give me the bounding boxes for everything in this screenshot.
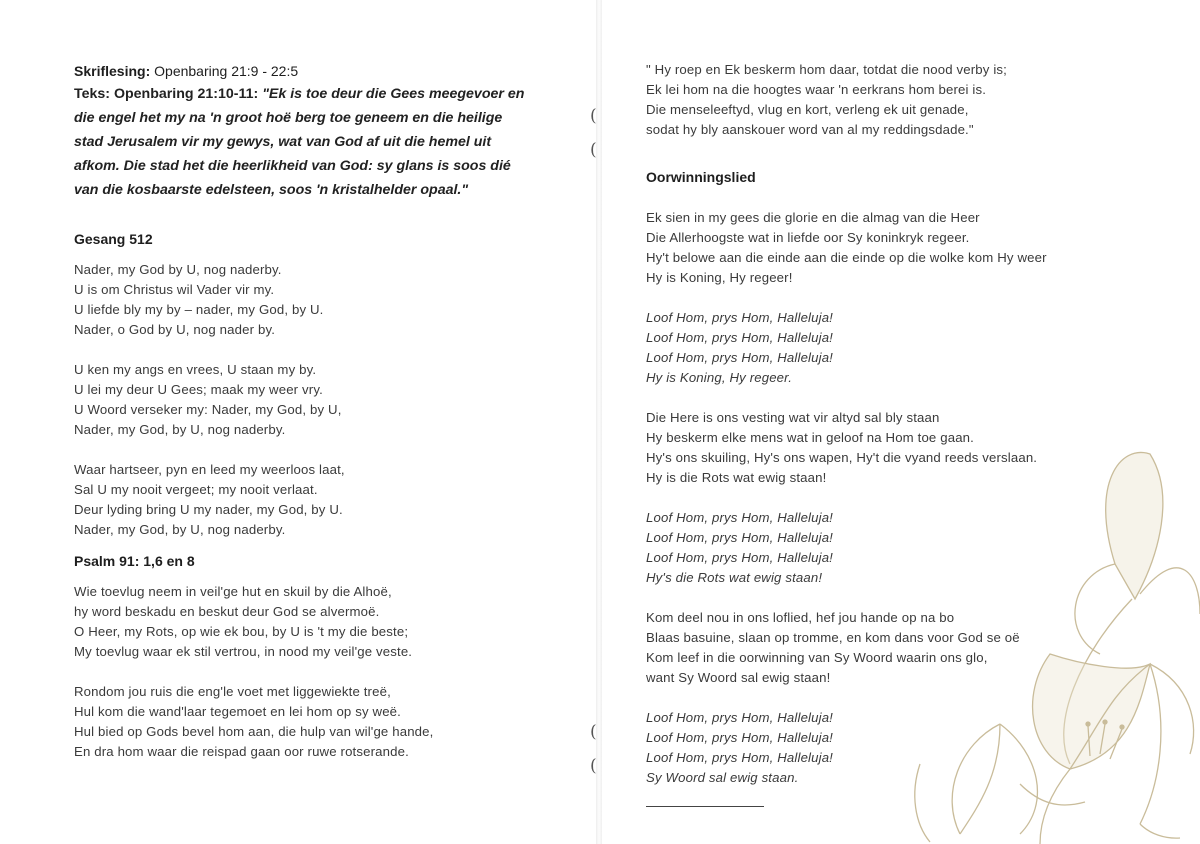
psalm-line: Ek lei hom na die hoogtes waar 'n eerkrans hom berei is. <box>646 82 987 97</box>
oorwinningslied-title: Oorwinningslied <box>646 169 756 185</box>
song-line: Hy is die Rots wat ewig staan! <box>646 470 827 485</box>
end-divider <box>646 806 764 807</box>
hymn-line: U liefde bly my by – nader, my God, by U. <box>74 302 324 317</box>
skriflesing-ref: Openbaring 21:9 - 22:5 <box>150 63 299 79</box>
skriflesing-line <box>74 60 574 82</box>
teks-line: die engel het my na 'n groot hoë berg toe geneem en die heilige <box>74 110 503 126</box>
song-chorus-1 <box>646 308 1116 388</box>
psalm-continued-stanza <box>646 60 1116 140</box>
chorus-line: Loof Hom, prys Hom, Halleluja! <box>646 730 833 745</box>
right-column <box>646 60 1116 807</box>
song-verse-3 <box>646 608 1116 688</box>
gesang-stanza-2 <box>74 360 574 440</box>
psalm-title: Psalm 91: 1,6 en 8 <box>74 553 195 569</box>
hymn-line: Waar hartseer, pyn en leed my weerloos laat, <box>74 462 345 477</box>
song-line: Hy't belowe aan die einde aan die einde op die wolke kom Hy weer <box>646 250 1047 265</box>
song-chorus-3 <box>646 708 1116 788</box>
teks-line: Teks: Openbaring 21:10-11: "Ek is toe deur die Gees meegevoer en <box>74 86 525 102</box>
gesang-stanza-1 <box>74 260 574 340</box>
chorus-line: Loof Hom, prys Hom, Halleluja! <box>646 530 833 545</box>
hymn-line: Nader, my God, by U, nog naderby. <box>74 422 286 437</box>
song-line: Hy is Koning, Hy regeer! <box>646 270 793 285</box>
song-line: Blaas basuine, slaan op tromme, en kom dans voor God se oë <box>646 630 1020 645</box>
psalm-line: Die menseleeftyd, vlug en kort, verleng ek uit genade, <box>646 102 969 117</box>
psalm-line: Rondom jou ruis die eng'le voet met liggewiekte treë, <box>74 684 391 699</box>
hymn-line: Nader, my God by U, nog naderby. <box>74 262 282 277</box>
chorus-line: Hy's die Rots wat ewig staan! <box>646 570 823 585</box>
psalm-line: En dra hom waar die reispad gaan oor ruwe rotserande. <box>74 744 409 759</box>
psalm-line: Hul bied op Gods bevel hom aan, die hulp van wil'ge hande, <box>74 724 434 739</box>
hymn-line: Nader, my God, by U, nog naderby. <box>74 522 286 537</box>
psalm-line: Hul kom die wand'laar tegemoet en lei hom op sy weë. <box>74 704 401 719</box>
binding-mark-icon: ( <box>590 106 597 126</box>
song-line: want Sy Woord sal ewig staan! <box>646 670 831 685</box>
left-page <box>0 0 596 844</box>
teks-label: Teks: Openbaring 21:10-11: <box>74 86 259 102</box>
hymn-line: U Woord verseker my: Nader, my God, by U, <box>74 402 342 417</box>
psalm-line: My toevlug waar ek stil vertrou, in nood my veil'ge veste. <box>74 644 413 659</box>
psalm-line: O Heer, my Rots, op wie ek bou, by U is 't my die beste; <box>74 624 409 639</box>
teks-line: stad Jerusalem vir my gewys, wat van God af uit die hemel uit <box>74 134 492 150</box>
hymn-line: U lei my deur U Gees; maak my weer vry. <box>74 382 323 397</box>
psalm-line: " Hy roep en Ek beskerm hom daar, totdat die nood verby is; <box>646 62 1007 77</box>
song-line: Hy beskerm elke mens wat in geloof na Hom toe gaan. <box>646 430 974 445</box>
psalm-line: sodat hy bly aanskouer word van al my reddingsdade." <box>646 122 974 137</box>
hymn-line: Deur lyding bring U my nader, my God, by U. <box>74 502 343 517</box>
song-line: Die Here is ons vesting wat vir altyd sal bly staan <box>646 410 940 425</box>
song-verse-2 <box>646 408 1116 488</box>
hymn-line: U is om Christus wil Vader vir my. <box>74 282 275 297</box>
chorus-line: Loof Hom, prys Hom, Halleluja! <box>646 310 833 325</box>
right-page <box>600 0 1200 844</box>
song-line: Ek sien in my gees die glorie en die almag van die Heer <box>646 210 980 225</box>
psalm-stanza-2 <box>74 682 574 762</box>
chorus-line: Sy Woord sal ewig staan. <box>646 770 799 785</box>
song-verse-1 <box>646 208 1116 288</box>
gesang-stanza-3 <box>74 460 574 540</box>
song-line: Kom leef in die oorwinning van Sy Woord waarin ons glo, <box>646 650 988 665</box>
chorus-line: Hy is Koning, Hy regeer. <box>646 370 793 385</box>
psalm-line: hy word beskadu en beskut deur God se alvermoë. <box>74 604 380 619</box>
chorus-line: Loof Hom, prys Hom, Halleluja! <box>646 550 833 565</box>
left-column <box>74 60 574 762</box>
binding-mark-icon: ( <box>590 140 597 160</box>
chorus-line: Loof Hom, prys Hom, Halleluja! <box>646 750 833 765</box>
skriflesing-label: Skriflesing: <box>74 63 151 79</box>
chorus-line: Loof Hom, prys Hom, Halleluja! <box>646 330 833 345</box>
chorus-line: Loof Hom, prys Hom, Halleluja! <box>646 710 833 725</box>
psalm-line: Wie toevlug neem in veil'ge hut en skuil by die Alhoë, <box>74 584 392 599</box>
song-line: Die Allerhoogste wat in liefde oor Sy koninkryk regeer. <box>646 230 970 245</box>
teks-line: van die kosbaarste edelsteen, soos 'n kristalhelder opaal." <box>74 182 469 198</box>
song-line: Kom deel nou in ons loflied, hef jou hande op na bo <box>646 610 955 625</box>
hymn-line: Sal U my nooit vergeet; my nooit verlaat. <box>74 482 318 497</box>
hymn-line: U ken my angs en vrees, U staan my by. <box>74 362 317 377</box>
song-line: Hy's ons skuiling, Hy's ons wapen, Hy't die vyand reeds verslaan. <box>646 450 1038 465</box>
binding-mark-icon: ( <box>590 756 597 776</box>
teks-passage <box>74 82 574 202</box>
hymn-line: Nader, o God by U, nog nader by. <box>74 322 276 337</box>
binding-mark-icon: ( <box>590 722 597 742</box>
song-chorus-2 <box>646 508 1116 588</box>
psalm-stanza-1 <box>74 582 574 662</box>
chorus-line: Loof Hom, prys Hom, Halleluja! <box>646 350 833 365</box>
gesang-title: Gesang 512 <box>74 231 153 247</box>
chorus-line: Loof Hom, prys Hom, Halleluja! <box>646 510 833 525</box>
teks-line: afkom. Die stad het die heerlikheid van God: sy glans is soos dié <box>74 158 511 174</box>
